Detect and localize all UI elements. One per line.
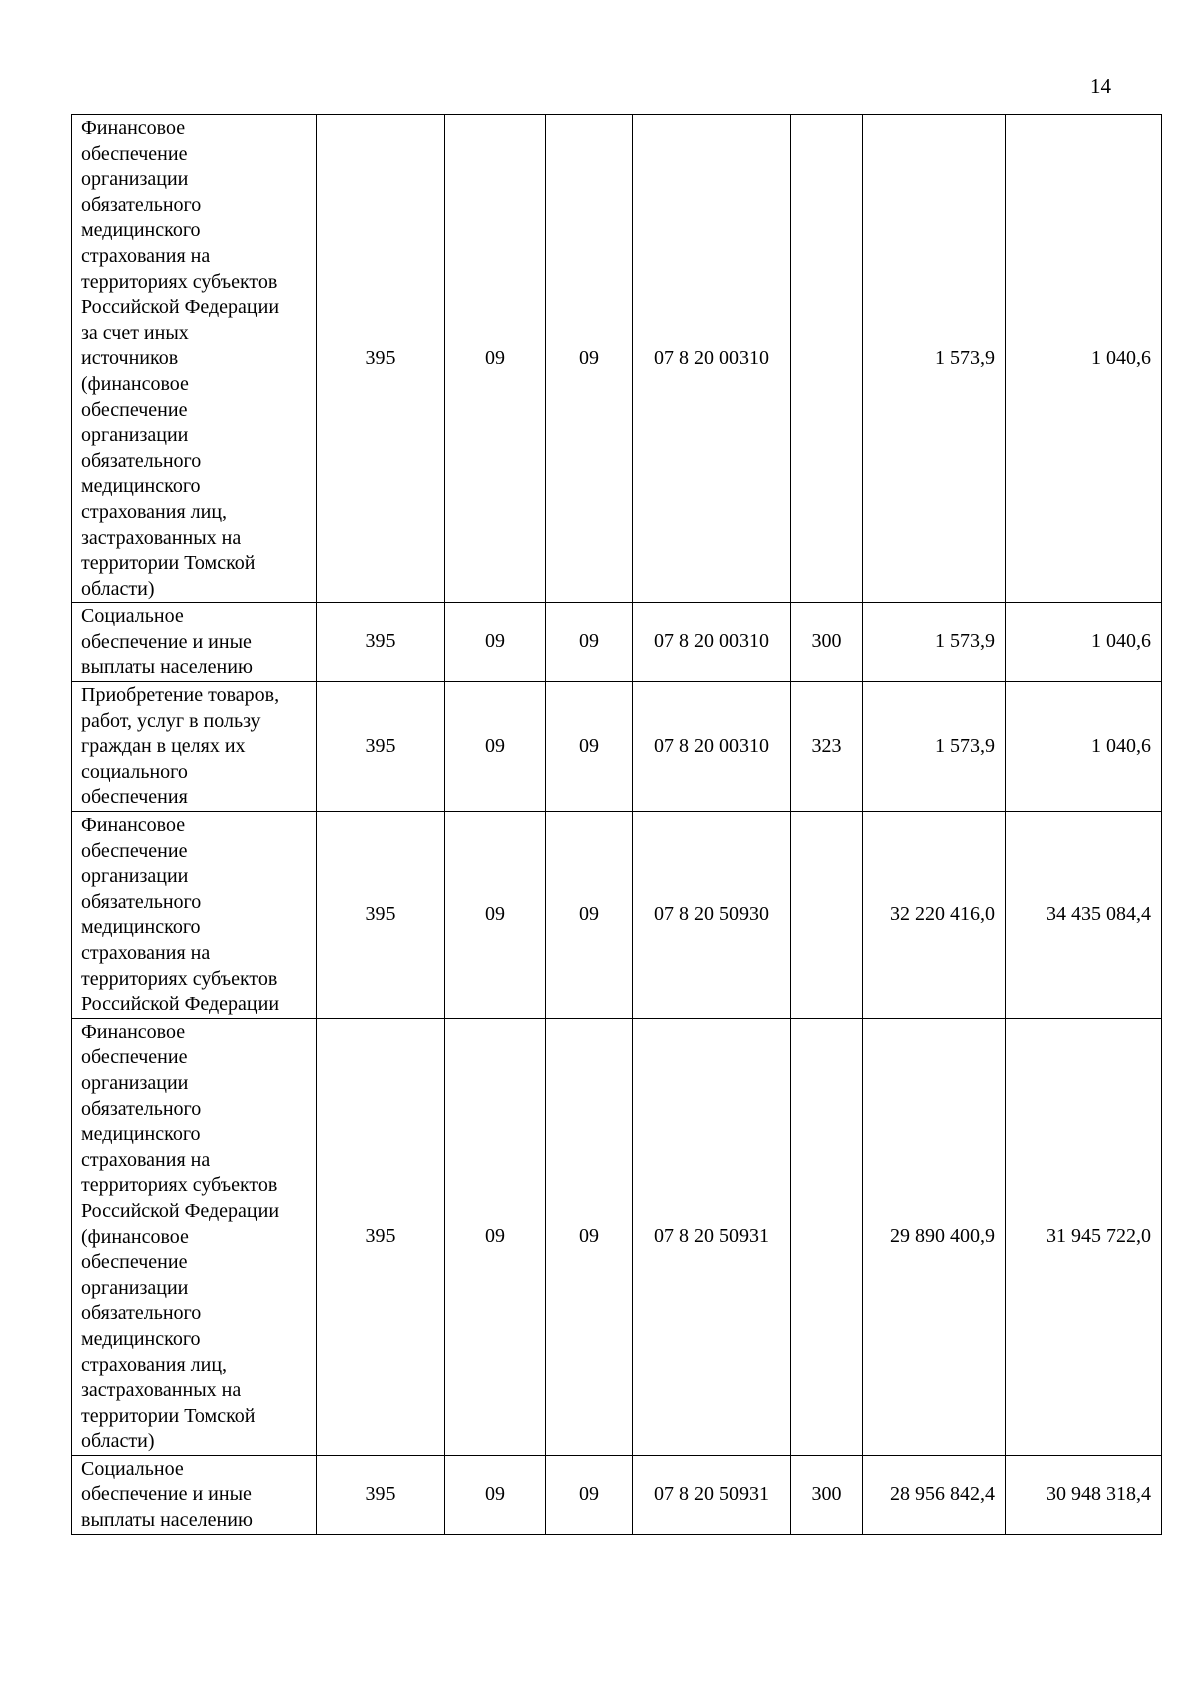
row-name-line: (финансовое bbox=[81, 372, 189, 395]
table-row bbox=[72, 115, 1162, 603]
expense-type-cell: 323 bbox=[791, 682, 863, 812]
row-name-line: медицинского bbox=[81, 475, 201, 498]
grbs-cell: 395 bbox=[317, 1018, 445, 1455]
row-name-line: социального bbox=[81, 760, 188, 783]
expense-type-cell bbox=[791, 812, 863, 1019]
amount-year1-cell: 29 890 400,9 bbox=[863, 1018, 1006, 1455]
budget-table bbox=[71, 114, 1162, 1535]
row-name-line: страхования лиц, bbox=[81, 500, 228, 523]
amount-year2-cell: 1 040,6 bbox=[1006, 115, 1162, 603]
row-name-line: Российской Федерации bbox=[81, 993, 280, 1016]
amount-year2-cell: 30 948 318,4 bbox=[1006, 1455, 1162, 1534]
row-name-line: обязательного bbox=[81, 193, 202, 216]
expense-type-cell: 300 bbox=[791, 1455, 863, 1534]
row-name-line: Социальное bbox=[81, 1457, 184, 1480]
row-name-cell bbox=[72, 812, 317, 1019]
amount-year2-cell: 34 435 084,4 bbox=[1006, 812, 1162, 1019]
table-row bbox=[72, 812, 1162, 1019]
amount-year2-cell: 1 040,6 bbox=[1006, 682, 1162, 812]
row-name-line: застрахованных на bbox=[81, 526, 242, 549]
section-cell: 09 bbox=[445, 682, 546, 812]
row-name-line: обеспечение и иные bbox=[81, 1483, 252, 1506]
row-name-line: Российской Федерации bbox=[81, 1199, 280, 1222]
row-name-line: выплаты населению bbox=[81, 1509, 253, 1532]
target-article-cell: 07 8 20 00310 bbox=[633, 682, 791, 812]
row-name-line: обеспечение bbox=[81, 839, 188, 862]
row-name-line: обеспечения bbox=[81, 786, 188, 809]
row-name-line: территориях субъектов bbox=[81, 270, 278, 293]
row-name-line: территории Томской bbox=[81, 552, 256, 575]
row-name-line: Финансовое bbox=[81, 814, 186, 837]
grbs-cell: 395 bbox=[317, 115, 445, 603]
row-name-line: организации bbox=[81, 865, 189, 888]
grbs-cell: 395 bbox=[317, 682, 445, 812]
amount-year1-cell: 1 573,9 bbox=[863, 603, 1006, 682]
amount-year1-cell: 1 573,9 bbox=[863, 115, 1006, 603]
row-name-line: медицинского bbox=[81, 1327, 201, 1350]
row-name-line: Финансовое bbox=[81, 117, 186, 139]
row-name-line: обязательного bbox=[81, 1097, 202, 1120]
table-row bbox=[72, 1018, 1162, 1455]
row-name-line: Финансовое bbox=[81, 1020, 186, 1043]
row-name-line: страхования на bbox=[81, 244, 211, 267]
row-name-line: за счет иных bbox=[81, 321, 189, 344]
row-name-line: Российской Федерации bbox=[81, 296, 280, 319]
target-article-cell: 07 8 20 50931 bbox=[633, 1018, 791, 1455]
row-name-line: выплаты населению bbox=[81, 656, 253, 679]
amount-year1-cell: 32 220 416,0 bbox=[863, 812, 1006, 1019]
row-name-line: обязательного bbox=[81, 449, 202, 472]
section-cell: 09 bbox=[445, 603, 546, 682]
section-cell: 09 bbox=[445, 812, 546, 1019]
row-name-line: территориях субъектов bbox=[81, 967, 278, 990]
subsection-cell: 09 bbox=[546, 682, 633, 812]
row-name-line: обязательного bbox=[81, 1302, 202, 1325]
table-body bbox=[72, 115, 1162, 1535]
expense-type-cell: 300 bbox=[791, 603, 863, 682]
grbs-cell: 395 bbox=[317, 812, 445, 1019]
row-name-cell bbox=[72, 682, 317, 812]
row-name-line: медицинского bbox=[81, 219, 201, 242]
grbs-cell: 395 bbox=[317, 603, 445, 682]
row-name-line: Социальное bbox=[81, 605, 184, 628]
amount-year2-cell: 1 040,6 bbox=[1006, 603, 1162, 682]
row-name-cell bbox=[72, 603, 317, 682]
row-name-line: организации bbox=[81, 168, 189, 191]
expense-type-cell bbox=[791, 115, 863, 603]
subsection-cell: 09 bbox=[546, 1018, 633, 1455]
page-number: 14 bbox=[1090, 74, 1111, 98]
row-name-line: организации bbox=[81, 1071, 189, 1094]
row-name-cell bbox=[72, 115, 317, 603]
row-name-line: обеспечение bbox=[81, 398, 188, 421]
row-name-line: территории Томской bbox=[81, 1404, 256, 1427]
subsection-cell: 09 bbox=[546, 1455, 633, 1534]
amount-year1-cell: 1 573,9 bbox=[863, 682, 1006, 812]
row-name-line: Приобретение товаров, bbox=[81, 684, 280, 707]
section-cell: 09 bbox=[445, 1018, 546, 1455]
row-name-cell bbox=[72, 1455, 317, 1534]
row-name-line: источников bbox=[81, 347, 179, 370]
table-row bbox=[72, 1455, 1162, 1534]
target-article-cell: 07 8 20 50930 bbox=[633, 812, 791, 1019]
row-name-line: страхования на bbox=[81, 942, 211, 964]
row-name-line: области) bbox=[81, 1430, 155, 1453]
row-name-line: медицинского bbox=[81, 1123, 201, 1146]
row-name-line: работ, услуг в пользу bbox=[81, 709, 261, 732]
row-name-line: обеспечение и иные bbox=[81, 630, 252, 653]
row-name-line: граждан в целях их bbox=[81, 735, 246, 758]
target-article-cell: 07 8 20 50931 bbox=[633, 1455, 791, 1534]
row-name-line: страхования лиц, bbox=[81, 1353, 228, 1376]
row-name-line: (финансовое bbox=[81, 1225, 189, 1248]
amount-year2-cell: 31 945 722,0 bbox=[1006, 1018, 1162, 1455]
row-name-line: обязательного bbox=[81, 890, 202, 913]
amount-year1-cell: 28 956 842,4 bbox=[863, 1455, 1006, 1534]
table-row bbox=[72, 682, 1162, 812]
row-name-line: медицинского bbox=[81, 916, 201, 939]
row-name-line: обеспечение bbox=[81, 1251, 188, 1274]
table-row bbox=[72, 603, 1162, 682]
subsection-cell: 09 bbox=[546, 812, 633, 1019]
row-name-line: обеспечение bbox=[81, 1046, 188, 1069]
row-name-line: застрахованных на bbox=[81, 1379, 242, 1402]
expense-type-cell bbox=[791, 1018, 863, 1455]
subsection-cell: 09 bbox=[546, 115, 633, 603]
row-name-line: страхования на bbox=[81, 1148, 211, 1171]
section-cell: 09 bbox=[445, 115, 546, 603]
row-name-line: области) bbox=[81, 577, 155, 600]
target-article-cell: 07 8 20 00310 bbox=[633, 603, 791, 682]
subsection-cell: 09 bbox=[546, 603, 633, 682]
row-name-line: организации bbox=[81, 424, 189, 447]
row-name-line: территориях субъектов bbox=[81, 1174, 278, 1197]
target-article-cell: 07 8 20 00310 bbox=[633, 115, 791, 603]
row-name-line: обеспечение bbox=[81, 142, 188, 165]
row-name-cell bbox=[72, 1018, 317, 1455]
section-cell: 09 bbox=[445, 1455, 546, 1534]
grbs-cell: 395 bbox=[317, 1455, 445, 1534]
row-name-line: организации bbox=[81, 1276, 189, 1299]
